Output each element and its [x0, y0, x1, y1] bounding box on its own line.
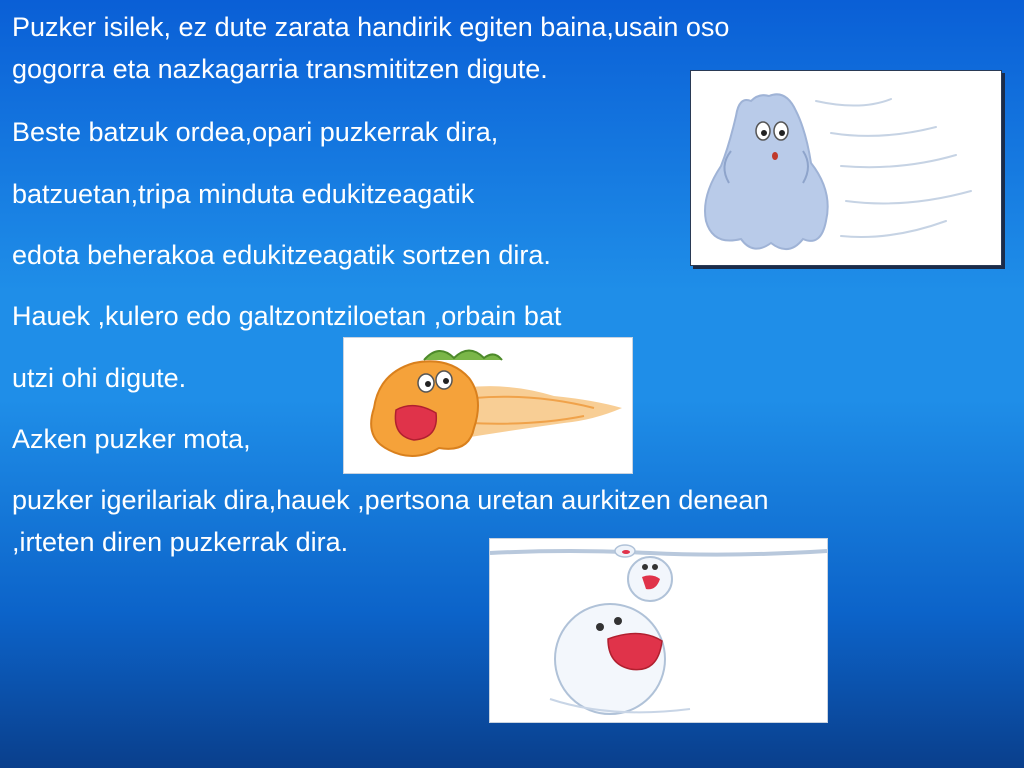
orange-fart-drawing [344, 338, 632, 473]
text-line-5: edota beherakoa edukitzeagatik sortzen dira. [12, 240, 551, 270]
text-line-4: batzuetan,tripa minduta edukitzeagatik [12, 179, 475, 209]
text-line-9: puzker igerilariak dira,hauek ,pertsona uretan aurkitzen denean [12, 485, 769, 515]
text-line-10: ,irteten diren puzkerrak dira. [12, 527, 349, 557]
text-line-3: Beste batzuk ordea,opari puzkerrak dira, [12, 117, 499, 147]
text-line-8: Azken puzker mota, [12, 424, 251, 454]
bubbles-fart-image [489, 538, 828, 723]
text-line-1: Puzker isilek, ez dute zarata handirik egiten baina,usain oso [12, 12, 730, 42]
text-line-7: utzi ohi digute. [12, 363, 187, 393]
ghost-fart-image [690, 70, 1002, 266]
text-line-2: gogorra eta nazkagarria transmititzen digute. [12, 54, 548, 84]
text-line-6: Hauek ,kulero edo galtzontziloetan ,orbain bat [12, 301, 562, 331]
orange-fart-image [343, 337, 633, 474]
bubbles-fart-drawing [490, 539, 827, 722]
ghost-fart-drawing [691, 71, 1001, 265]
